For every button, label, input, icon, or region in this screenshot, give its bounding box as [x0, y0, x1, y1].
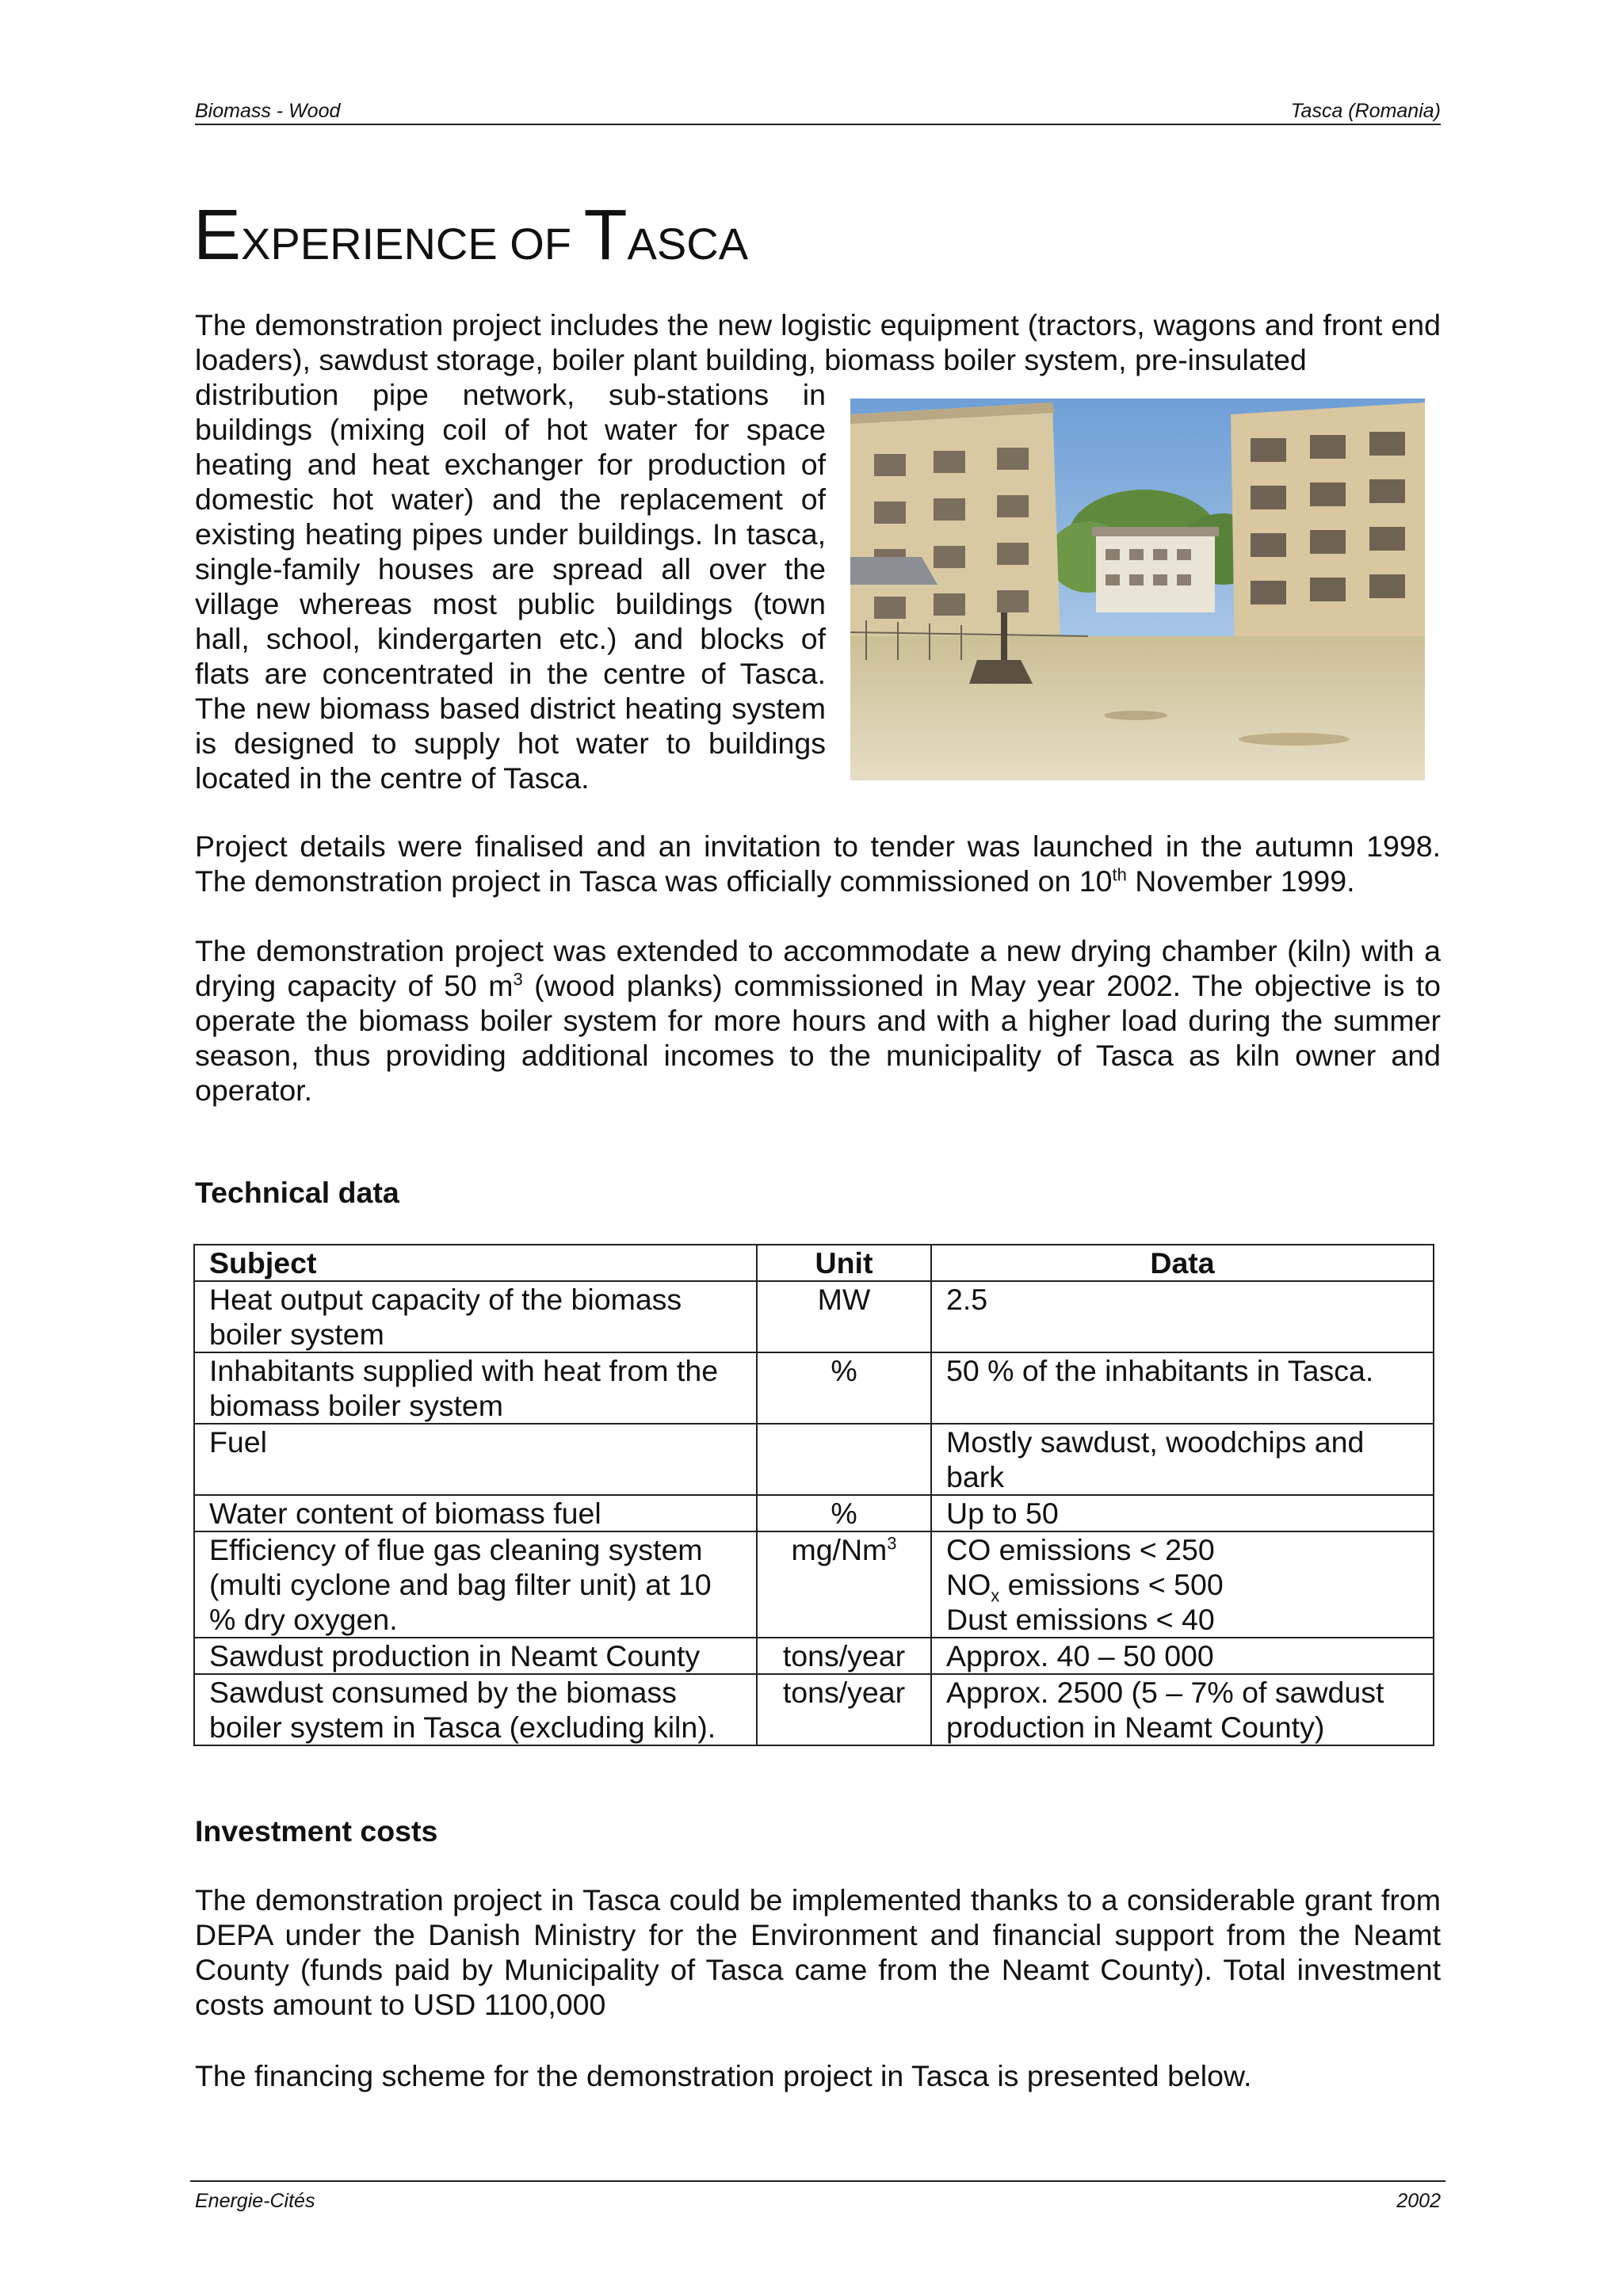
- col-header-unit: Unit: [757, 1245, 931, 1281]
- footer-left: Energie-Cités: [195, 2190, 315, 2212]
- header-right: Tasca (Romania): [1290, 100, 1441, 122]
- photo-tasca-buildings: [850, 399, 1425, 780]
- table-row: Sawdust consumed by the biomass boiler system in Tasca (excluding kiln). tons/year Approx. 2500 (5 – 7% of sawdust production in Neamt County): [194, 1674, 1434, 1745]
- running-header: [195, 100, 1441, 125]
- paragraph-commissioning: Project details were finalised and an invitation to tender was launched in the autumn 1998. The demonstration project in Tasca was officially commissioned on 10th November 1999.: [195, 830, 1441, 898]
- running-footer: [190, 2180, 1445, 2214]
- intro-paragraph-top: The demonstration project includes the new logistic equipment (tractors, wagons and front end loaders), sawdust storage, boiler plant building, biomass boiler system, pre-insulated: [195, 308, 1441, 376]
- table-row: Efficiency of flue gas cleaning system (multi cyclone and bag filter unit) at 10 % dry oxygen. mg/Nm$^3$ CO emissions < 250 $NO_x$ emissions < 500 Dust emissions < 40: [194, 1531, 1434, 1638]
- page-title: EXPERIENCE OF TASCA: [193, 196, 749, 275]
- technical-data-table: [193, 1244, 1434, 1746]
- paragraph-financing: The financing scheme for the demonstration project in Tasca is presented below.: [195, 2059, 1252, 2092]
- col-header-data: Data: [931, 1245, 1434, 1281]
- intro-paragraph-side: distribution pipe network, sub-stations in buildings (mixing coil of hot water for space heating and heat exchanger for production of domestic hot water) and the replacement of existing heating pipes under buildings. In tasca, single-family houses are spread all over the village whereas most public buildings (town hall, school, kindergarten etc.) and blocks of flats are concentrated in the centre of Tasca. The new biomass based district heating system is designed to supply hot water to buildings located in the centre of Tasca.: [195, 378, 826, 795]
- header-left: Biomass - Wood: [195, 100, 341, 122]
- table-header-row: [194, 1245, 1434, 1281]
- paragraph-kiln-extension: The demonstration project was extended to accommodate a new drying chamber (kiln) with a drying capacity of 50 $m^3$ (wood planks) commissioned in May year 2002. The objective is to operate the biomass boiler system for more hours and with a higher load during the summer season, thus providing additional incomes to the municipality of Tasca as kiln owner and operator.: [195, 934, 1441, 1107]
- table-row: Heat output capacity of the biomass boiler system MW 2.5: [194, 1281, 1434, 1352]
- section-heading-technical: Technical data: [195, 1176, 399, 1209]
- table-row: Fuel Mostly sawdust, woodchips and bark: [194, 1424, 1434, 1495]
- table-row: Sawdust production in Neamt County tons/year Approx. 40 – 50 000: [194, 1638, 1434, 1674]
- footer-right: 2002: [1396, 2190, 1441, 2212]
- table-row: Water content of biomass fuel % Up to 50: [194, 1495, 1434, 1531]
- section-heading-investment: Investment costs: [195, 1814, 438, 1848]
- table-row: Inhabitants supplied with heat from the biomass boiler system % 50 % of the inhabitants in Tasca.: [194, 1352, 1434, 1424]
- col-header-subject: Subject: [194, 1245, 757, 1281]
- paragraph-investment: The demonstration project in Tasca could be implemented thanks to a considerable grant from DEPA under the Danish Ministry for the Environment and financial support from the Neamt County (funds paid by Municipality of Tasca came from the Neamt County). Total investment costs amount to USD 1100,000: [195, 1883, 1441, 2021]
